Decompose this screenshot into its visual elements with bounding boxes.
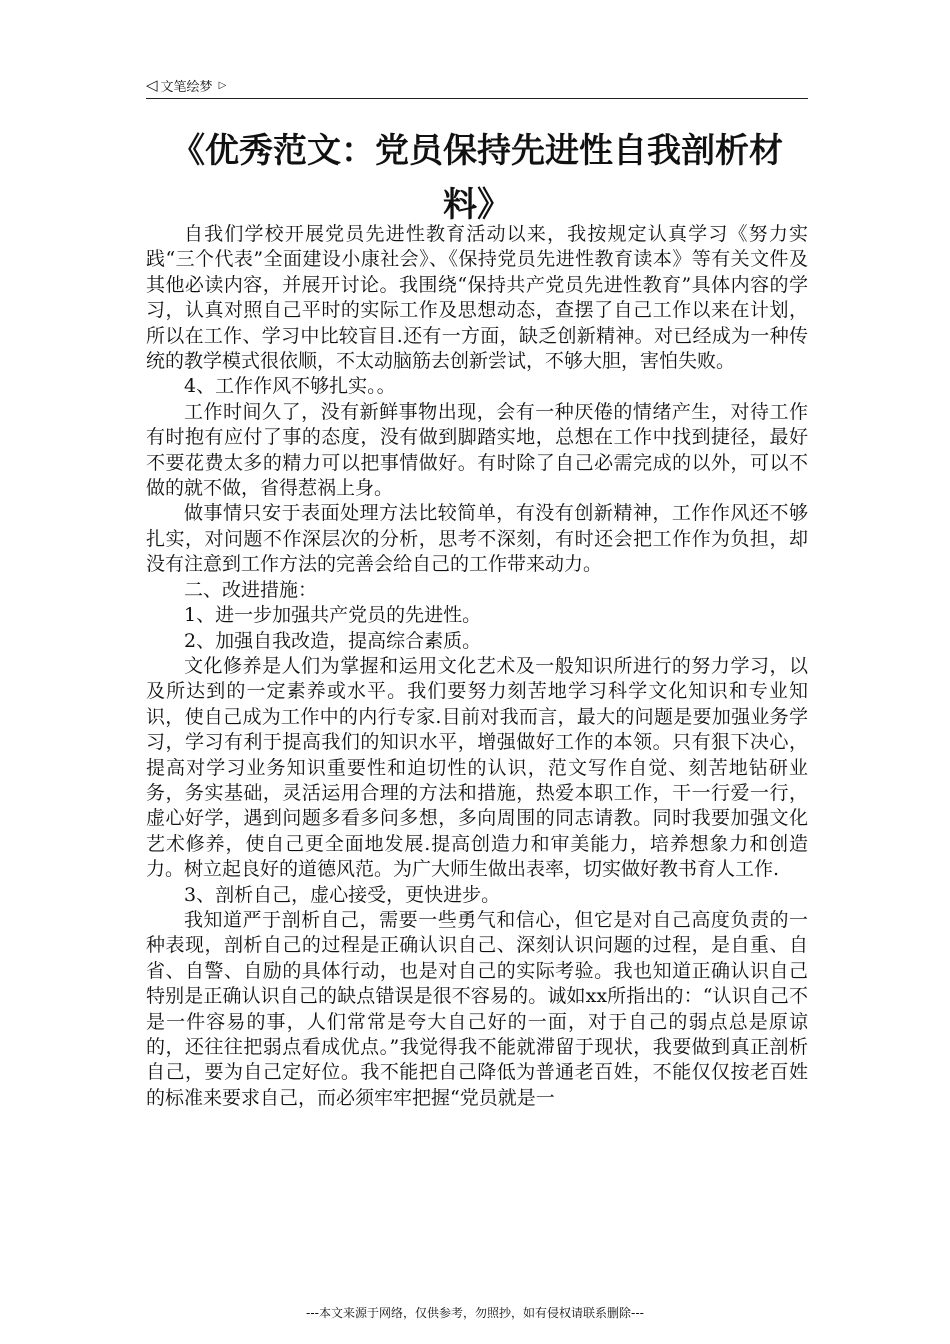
- header-text: 文笔绘梦: [160, 79, 213, 95]
- paragraph: 自我们学校开展党员先进性教育活动以来，我按规定认真学习《努力实践“三个代表”全面建设小康社会》、《保持党员先进性教育读本》等有关文件及其他必读内容，并展开讨论。我围绕“保持共产党员先进性教育”具体内容的学习，认真对照自己平时的实际工作及思想动态，查摆了自己工作以来在计划，所以在工作、学习中比较盲目.还有一方面，缺乏创新精神。对已经成为一种传统的教学模式很依顺，不太动脑筋去创新尝试，不够大胆，害怕失败。: [146, 223, 808, 373]
- document-title: 《优秀范文：党员保持先进性自我剖析材料》: [171, 131, 783, 225]
- page-header: [146, 72, 808, 99]
- triangle-left-icon: ◁: [146, 76, 158, 94]
- document-body: [146, 222, 808, 1111]
- page-footer: ---本文来源于网络，仅供参考，勿照抄，如有侵权请联系删除---: [306, 1306, 644, 1320]
- paragraph: 做事情只安于表面处理方法比较简单，有没有创新精神，工作作风还不够扎实，对问题不作深层次的分析，思考不深刻，有时还会把工作作为负担，却没有注意到工作方法的完善会给自己的工作带来动力。: [146, 502, 808, 576]
- paragraph: 工作时间久了，没有新鲜事物出现，会有一种厌倦的情绪产生，对待工作有时抱有应付了事的态度，没有做到脚踏实地，总想在工作中找到捷径，最好不要花费太多的精力可以把事情做好。有时除了自己必需完成的以外，可以不做的就不做，省得惹祸上身。: [146, 400, 808, 500]
- paragraph: 4、工作作风不够扎实。。: [184, 375, 396, 398]
- paragraph: 我知道严于剖析自己，需要一些勇气和信心，但它是对自己高度负责的一种表现，剖析自己的过程是正确认识自己、深刻认识问题的过程，是自重、自省、自警、自励的具体行动，也是对自己的实际考验。我也知道正确认识自己特别是正确认识自己的缺点错误是很不容易的。诚如xx所指出的：“认识自己不是一件容易的事，人们常常是夸大自己好的一面，对于自己的弱点总是原谅的，还往往把弱点看成优点。”我觉得我不能就滞留于现状，我要做到真正剖析自己，要为自己定好位。我不能把自己降低为普通老百姓，不能仅仅按老百姓的标准来要求自己，而必须牢牢把握“党员就是一: [146, 908, 808, 1109]
- paragraph: 文化修养是人们为掌握和运用文化艺术及一般知识所进行的努力学习，以及所达到的一定素养或水平。我们要努力刻苦地学习科学文化知识和专业知识，使自己成为工作中的内行专家.目前对我而言，最大的问题是要加强业务学习，学习有利于提高我们的知识水平，增强做好工作的本领。只有狠下决心，提高对学习业务知识重要性和迫切性的认识，范文写作自觉、刻苦地钻研业务，务实基础，灵活运用合理的方法和措施，热爱本职工作，干一行爱一行，虚心好学，遇到问题多看多问多想，多向周围的同志请教。同时我要加强文化艺术修养，使自己更全面地发展.提高创造力和审美能力，培养想象力和创造力。树立起良好的道德风范。为广大师生做出表率，切实做好教书育人工作.: [146, 654, 808, 881]
- paragraph: 2、加强自我改造，提高综合素质。: [184, 629, 482, 652]
- paragraph: 1、进一步加强共产党员的先进性。: [184, 604, 482, 627]
- paragraph: 二、改进措施：: [184, 578, 318, 601]
- paragraph: 3、剖析自己，虚心接受，更快进步。: [184, 883, 501, 906]
- triangle-right-icon: ▷: [218, 79, 227, 91]
